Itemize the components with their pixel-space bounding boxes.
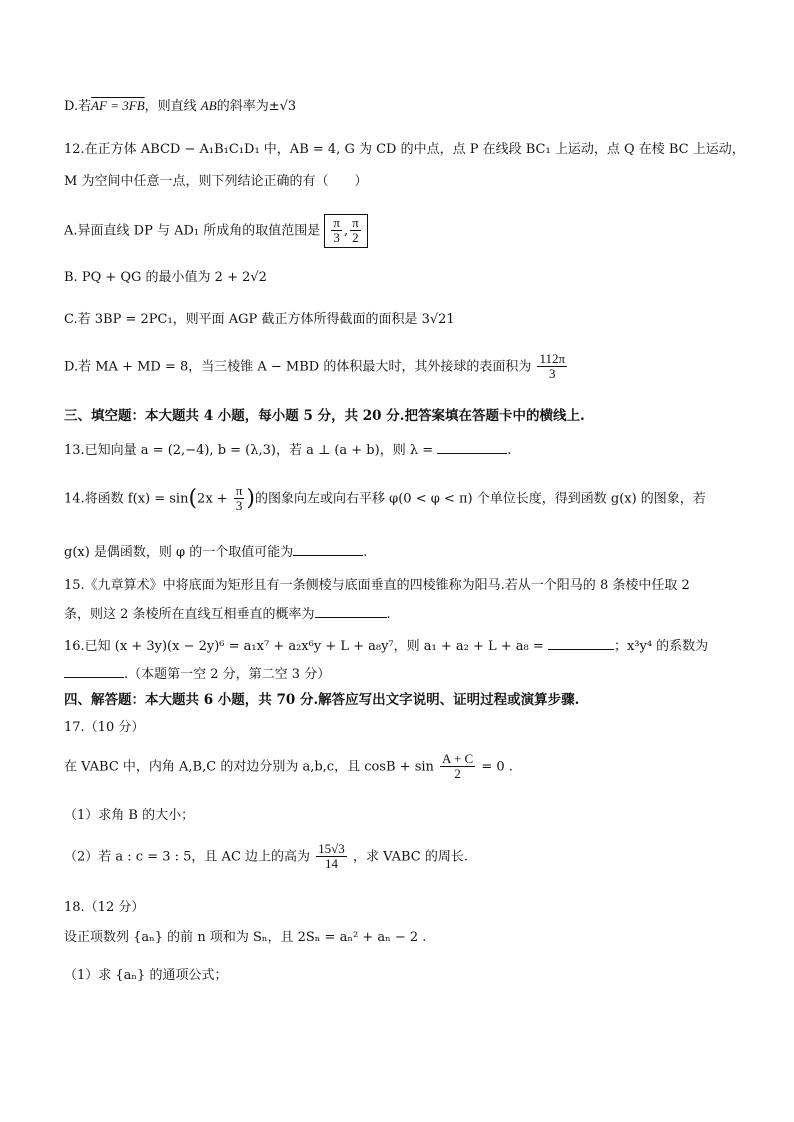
q17-p2-frac bbox=[316, 842, 347, 872]
q12-option-b: B. PQ + QG 的最小值为 2 + 2√2 bbox=[64, 270, 267, 285]
q17-p2-a: （2）若 a : c = 3 : 5，且 AC 边上的高为 bbox=[64, 849, 311, 865]
q12a-lo-den: 3 bbox=[333, 230, 340, 246]
q17-stem-b: = 0 . bbox=[481, 759, 513, 775]
q14-num: π bbox=[235, 483, 243, 498]
q17-p2-b: ，求 VABC 的周长. bbox=[352, 849, 468, 865]
q11d-end: 的斜率为±√3 bbox=[216, 99, 297, 114]
q15-line2-text: 条，则这 2 条棱所在直线互相垂直的概率为 bbox=[64, 607, 315, 622]
q17-stem-a: 在 VABC 中，内角 A,B,C 的对边分别为 a,b,c，且 cosB + sin bbox=[64, 759, 434, 775]
q17-stem bbox=[64, 752, 754, 782]
q12-option-d bbox=[64, 352, 754, 382]
q12d-frac bbox=[537, 352, 567, 382]
q11d-ab: AB bbox=[200, 98, 217, 113]
q17-frac-num: A + C bbox=[442, 751, 474, 766]
q17-p2-num: 15√3 bbox=[318, 841, 345, 856]
q11d-prefix: D.若 bbox=[64, 99, 92, 114]
q12-option-a bbox=[64, 214, 754, 248]
q12d-text: D.若 MA + MD = 8，当三棱锥 A − MBD 的体积最大时，其外接球的表面积为 bbox=[64, 359, 532, 375]
q12-option-c: C.若 3BP = 2PC₁，则平面 AGP 截正方体所得截面的面积是 3√21 bbox=[64, 312, 455, 327]
q16-text: 16.已知 (x + 3y)(x − 2y)⁶ = a₁x⁷ + a₂x⁶y + L + a₈y⁷，则 a₁ + a₂ + L + a₈ = bbox=[64, 639, 544, 654]
q16-answer-blank-2[interactable] bbox=[64, 664, 124, 678]
q17-part2 bbox=[64, 842, 754, 872]
q14-den: 3 bbox=[235, 498, 243, 514]
q14-line1: 14.将函数 f(x) = sin(2x + $\frac{\pi}{3}$ )的图象向左或向右平移 φ(0 < φ < π) 个单位长度，得到函数 g(x) 的图象，若 bbox=[64, 483, 706, 514]
q15-end: . bbox=[386, 607, 391, 622]
q14-answer-blank[interactable] bbox=[293, 542, 363, 556]
q15-line1: 15.《九章算术》中将底面为矩形且有一条侧棱与底面垂直的四棱锥称为阳马.若从一个阳马的 8 条棱中任取 2 bbox=[64, 578, 690, 593]
q17-frac-den: 2 bbox=[454, 766, 461, 782]
q11-option-d bbox=[64, 98, 754, 115]
q14-line2-text: g(x) 是偶函数，则 φ 的一个取值可能为 bbox=[64, 545, 294, 560]
q14-line2 bbox=[64, 542, 754, 561]
section3-heading: 三、填空题：本大题共 4 小题，每小题 5 分，共 20 分.把答案填在答题卡中的横线上. bbox=[64, 408, 585, 424]
q17-head: 17.（10 分） bbox=[64, 720, 145, 735]
q12-line1: 12.在正方体 ABCD − A₁B₁C₁D₁ 中，AB = 4, G 为 CD 的中点，点 P 在线段 BC₁ 上运动，点 Q 在棱 BC 上运动， bbox=[64, 142, 745, 157]
q15-line2 bbox=[64, 604, 754, 623]
q13-text: 13.已知向量 a = (2,−4), b = (λ,3)，若 a ⊥ (a + b)，则 λ = bbox=[64, 443, 434, 458]
q11d-text: ，则直线 bbox=[144, 99, 197, 114]
q12a-lo-frac bbox=[331, 216, 342, 246]
q12a-text: A.异面直线 DP 与 AD₁ 所成角的取值范围是 bbox=[64, 223, 321, 239]
q16-mid: ；x³y⁴ 的系数为 bbox=[613, 639, 709, 654]
q18-stem: 设正项数列 {aₙ} 的前 n 项和为 Sₙ，且 2Sₙ = aₙ² + aₙ − 2 . bbox=[64, 930, 427, 945]
q15-answer-blank[interactable] bbox=[315, 604, 387, 618]
q16-line2 bbox=[64, 664, 754, 683]
q14-end: . bbox=[363, 545, 368, 560]
q14-text-a: 14.将函数 f(x) = sin bbox=[64, 491, 189, 507]
q13-answer-blank[interactable] bbox=[437, 440, 507, 454]
q11d-vector-eq: AF = 3FB bbox=[91, 98, 145, 113]
q14-frac bbox=[234, 484, 245, 514]
q13 bbox=[64, 440, 754, 459]
q12-line2: M 为空间中任意一点，则下列结论正确的有（ ） bbox=[64, 174, 368, 189]
q12d-den: 3 bbox=[549, 366, 556, 382]
q12a-hi-num: π bbox=[352, 215, 359, 230]
q12d-num: 112π bbox=[539, 351, 566, 366]
q14-inner: 2x + bbox=[197, 491, 228, 507]
q12a-lo-num: π bbox=[333, 215, 340, 230]
q13-end: . bbox=[507, 443, 512, 458]
q12a-interval: $\frac{\pi}{3}$ , $\frac{\pi}{2}$ bbox=[324, 214, 367, 248]
q12a-hi-den: 2 bbox=[352, 230, 359, 246]
q16-answer-blank-1[interactable] bbox=[548, 636, 614, 650]
q14-text-b: 的图象向左或向右平移 φ(0 < φ < π) 个单位长度，得到函数 g(x) 的图象，若 bbox=[255, 491, 706, 507]
q18-head: 18.（12 分） bbox=[64, 900, 145, 915]
q17-p2-den: 14 bbox=[324, 856, 338, 872]
q16-line2-text: .（本题第一空 2 分，第二空 3 分） bbox=[124, 667, 331, 682]
q18-part1: （1）求 {aₙ} 的通项公式； bbox=[64, 968, 228, 983]
q12a-hi-frac bbox=[350, 216, 361, 246]
q16-line1 bbox=[64, 636, 754, 655]
section4-heading: 四、解答题：本大题共 6 小题，共 70 分.解答应写出文字说明、证明过程或演算步骤. bbox=[64, 692, 580, 708]
q17-part1: （1）求角 B 的大小； bbox=[64, 808, 195, 823]
q17-frac bbox=[440, 752, 475, 782]
